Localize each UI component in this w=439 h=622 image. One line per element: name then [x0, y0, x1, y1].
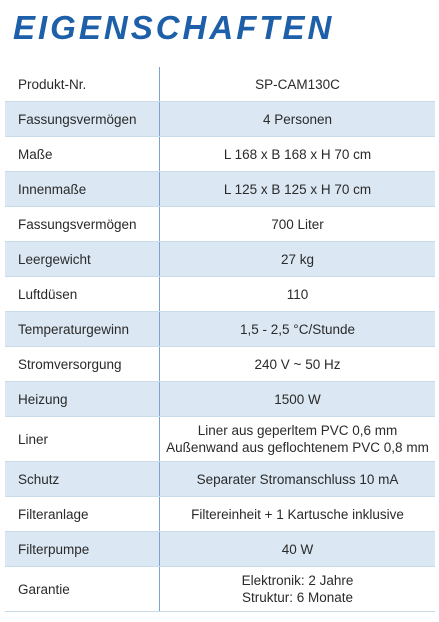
row-value [160, 462, 435, 496]
value-line: SP-CAM130C [255, 76, 340, 92]
row-value [160, 207, 435, 241]
value-line: 27 kg [280, 251, 315, 267]
value-line: Elektronik: 2 Jahre [241, 573, 354, 588]
value-line: Struktur: 6 Monate [241, 590, 354, 605]
row-label: Temperaturgewinn [5, 312, 160, 346]
table-row [5, 462, 435, 497]
table-row [5, 242, 435, 277]
value-line: Filtereinheit + 1 Kartusche inklusive [191, 506, 404, 522]
table-row [5, 532, 435, 567]
value-line: Außenwand aus geflochtenem PVC 0,8 mm [166, 440, 429, 455]
row-value [160, 497, 435, 531]
value-line: 110 [286, 286, 309, 302]
row-label: Garantie [5, 567, 160, 611]
table-row [5, 417, 435, 462]
row-label: Produkt-Nr. [5, 67, 160, 101]
row-value [160, 382, 435, 416]
value-line: L 125 x B 125 x H 70 cm [223, 181, 372, 197]
row-label: Filteranlage [5, 497, 160, 531]
row-value [160, 102, 435, 136]
row-value [160, 347, 435, 381]
row-value [160, 172, 435, 206]
value-line: 4 Personen [262, 111, 333, 127]
table-row [5, 67, 435, 102]
row-label: Leergewicht [5, 242, 160, 276]
properties-table [5, 67, 435, 612]
row-label: Fassungsvermögen [5, 207, 160, 241]
table-row [5, 172, 435, 207]
table-row [5, 382, 435, 417]
row-label: Liner [5, 417, 160, 461]
row-value [160, 567, 435, 611]
row-label: Luftdüsen [5, 277, 160, 311]
value-line: L 168 x B 168 x H 70 cm [223, 146, 372, 162]
row-label: Innenmaße [5, 172, 160, 206]
table-row [5, 567, 435, 612]
table-row [5, 207, 435, 242]
value-line: 1500 W [274, 391, 321, 407]
row-label: Filterpumpe [5, 532, 160, 566]
row-value [160, 67, 435, 101]
row-label: Maße [5, 137, 160, 171]
table-row [5, 497, 435, 532]
row-value [160, 532, 435, 566]
row-value [160, 277, 435, 311]
row-value [160, 242, 435, 276]
value-line: 700 Liter [271, 216, 324, 232]
table-row [5, 137, 435, 172]
table-row [5, 312, 435, 347]
value-line: 1,5 - 2,5 °C/Stunde [240, 321, 355, 337]
value-line: Separater Stromanschluss 10 mA [196, 471, 399, 487]
page-title: EIGENSCHAFTEN [13, 9, 335, 46]
row-label: Stromversorgung [5, 347, 160, 381]
row-label: Fassungsvermögen [5, 102, 160, 136]
table-row [5, 102, 435, 137]
table-row [5, 277, 435, 312]
value-line: Liner aus geperltem PVC 0,6 mm [197, 423, 398, 438]
row-value [160, 137, 435, 171]
table-row [5, 347, 435, 382]
row-value [160, 417, 435, 461]
value-line: 40 W [281, 541, 314, 557]
row-label: Heizung [5, 382, 160, 416]
value-line: 240 V ~ 50 Hz [254, 356, 341, 372]
row-label: Schutz [5, 462, 160, 496]
row-value [160, 312, 435, 346]
